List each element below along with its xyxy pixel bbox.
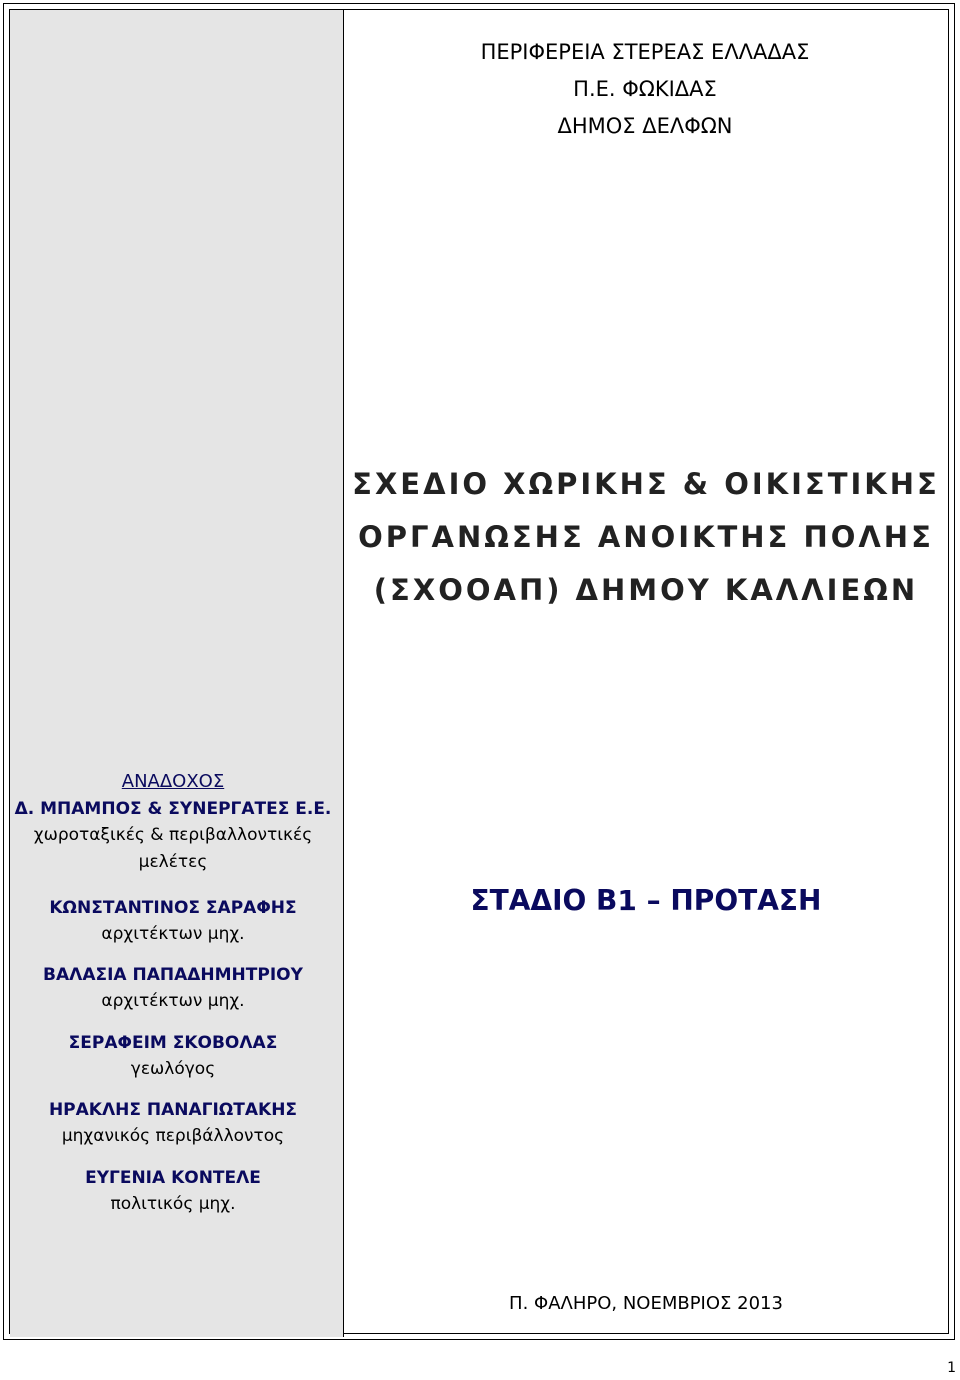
member-name: ΒΑΛΑΣΙΑ ΠΑΠΑΔΗΜΗΤΡΙΟΥ (43, 965, 303, 985)
member-name: ΣΕΡΑΦΕΙΜ ΣΚΟΒΟΛΑΣ (68, 1033, 278, 1053)
team-member (6, 962, 340, 1014)
contractor-block (6, 768, 340, 876)
member-role: αρχιτέκτων μηχ. (101, 991, 245, 1011)
member-name: ΕΥΓΕΝΙΑ ΚΟΝΤΕΛΕ (85, 1168, 261, 1188)
municipality-line: ΔΗΜΟΣ ΔΕΛΦΩΝ (557, 114, 733, 138)
team-member (6, 895, 340, 947)
contractor-description: χωροταξικές & περιβαλλοντικές (33, 825, 313, 845)
member-name: ΗΡΑΚΛΗΣ ΠΑΝΑΓΙΩΤΑΚΗΣ (48, 1100, 298, 1120)
region-line: ΠΕΡΙΦΕΡΕΙΑ ΣΤΕΡΕΑΣ ΕΛΛΑΔΑΣ (480, 40, 810, 64)
region-header (340, 34, 950, 145)
member-role: γεωλόγος (130, 1059, 216, 1079)
contractor-label: ΑΝΑΔΟΧΟΣ (121, 771, 225, 792)
page-number: 1 (947, 1360, 956, 1376)
plan-title-line: ΣΧΕΔΙΟ ΧΩΡΙΚΗΣ & ΟΙΚΙΣΤΙΚΗΣ (352, 467, 940, 501)
stage-title: ΣΤΑΔΙΟ Β1 – ΠΡΟΤΑΣΗ (470, 884, 822, 917)
team-member (6, 1165, 340, 1217)
plan-title (340, 458, 952, 617)
plan-title-line: (ΣΧΟΟΑΠ) ΔΗΜΟΥ ΚΑΛΛΙΕΩΝ (373, 573, 919, 607)
member-role: μηχανικός περιβάλλοντος (61, 1126, 285, 1146)
contractor-name: Δ. ΜΠΑΜΠΟΣ & ΣΥΝΕΡΓΑΤΕΣ Ε.Ε. (14, 799, 332, 819)
member-name: ΚΩΝΣΤΑΝΤΙΝΟΣ ΣΑΡΑΦΗΣ (49, 898, 297, 918)
plan-title-line: ΟΡΓΑΝΩΣΗΣ ΑΝΟΙΚΤΗΣ ΠΟΛΗΣ (358, 520, 934, 554)
team-member (6, 1097, 340, 1149)
team-member (6, 1030, 340, 1082)
member-role: πολιτικός μηχ. (110, 1194, 236, 1214)
regional-unit-line: Π.Ε. ΦΩΚΙΔΑΣ (573, 77, 717, 101)
member-role: αρχιτέκτων μηχ. (101, 924, 245, 944)
contractor-description: μελέτες (138, 852, 208, 872)
place-date: Π. ΦΑΛΗΡΟ, ΝΟΕΜΒΡΙΟΣ 2013 (509, 1293, 783, 1314)
